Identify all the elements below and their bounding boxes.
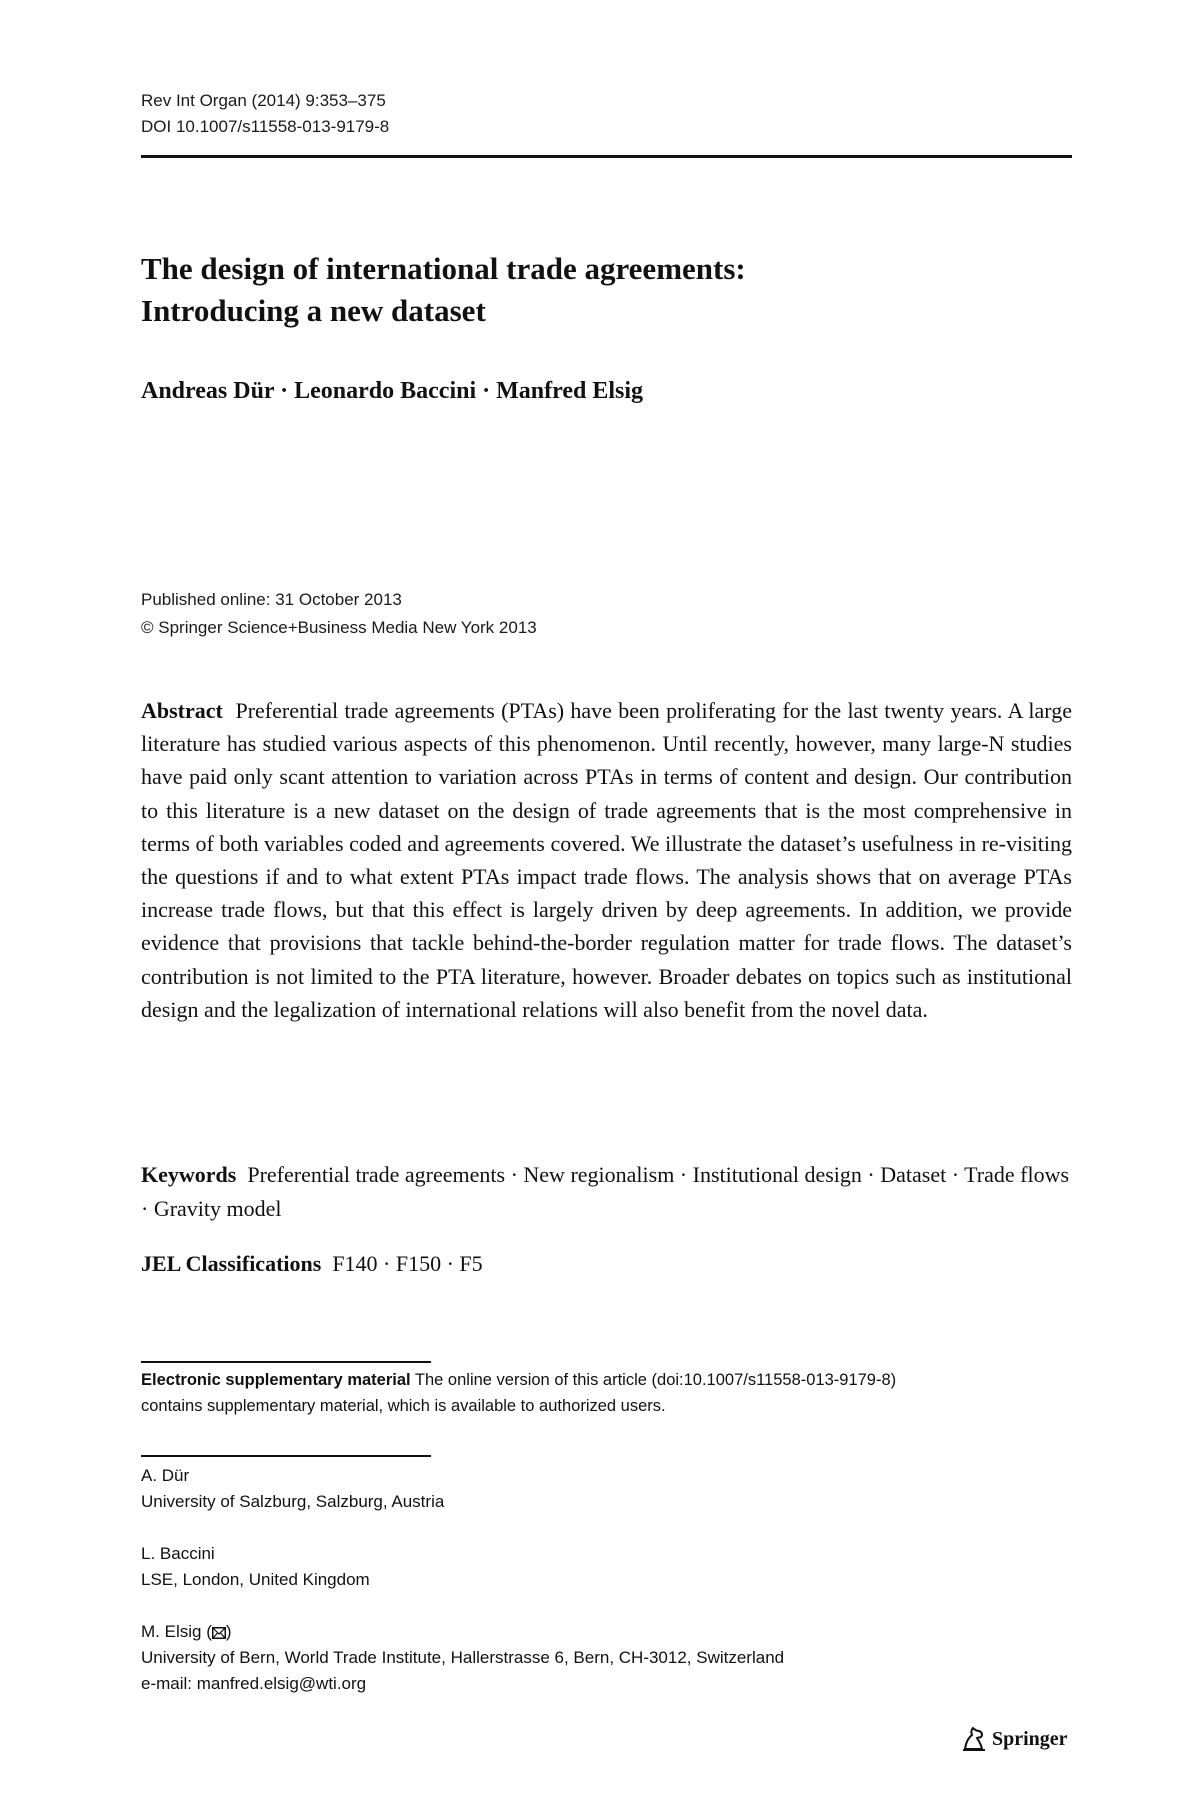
jel-text: F140 · F150 · F5 <box>332 1251 483 1276</box>
abstract-text: Preferential trade agreements (PTAs) have been proliferating for the last twenty years. A large literature has studied various aspects of this phenomenon. Until recently, however, many large-N studies have paid only scant attention to variation across PTAs in terms of content and design. Our contribution to this literature is a new dataset on the design of trade agreements that is the most comprehensive in terms of both variables coded and agreements covered. We illustrate the dataset’s usefulness in re-visiting the questions if and to what extent PTAs impact trade flows. The analysis shows that on average PTAs increase trade flows, but that this effect is largely driven by deep agreements. In addition, we provide evidence that provisions that tackle behind-the-border regulation matter for trade flows. The dataset’s contribution is not limited to the PTA literature, however. Broader debates on topics such as institutional design and the legalization of international relations will also benefit from the novel data. <box>141 698 1072 1022</box>
affiliation-baccini <box>141 1541 370 1593</box>
abstract-label: Abstract <box>141 698 223 723</box>
journal-citation: Rev Int Organ (2014) 9:353–375 <box>141 91 386 110</box>
horse-icon <box>960 1725 988 1753</box>
affiliation-institution: University of Salzburg, Salzburg, Austria <box>141 1492 445 1511</box>
keywords-label: Keywords <box>141 1162 237 1187</box>
footnote-label: Electronic supplementary material <box>141 1371 411 1389</box>
corresponding-email[interactable]: e-mail: manfred.elsig@wti.org <box>141 1674 367 1693</box>
journal-header <box>141 88 389 140</box>
affiliation-dur <box>141 1463 444 1515</box>
affiliation-elsig <box>141 1619 784 1697</box>
article-title <box>141 248 1061 332</box>
header-rule <box>141 155 1072 158</box>
keywords-text: Preferential trade agreements · New regionalism · Institutional design · Dataset · Trade flows · Gravity model <box>141 1162 1070 1221</box>
jel-classifications <box>141 1247 1072 1281</box>
affiliation-name: M. Elsig <box>141 1622 202 1641</box>
author-list: Andreas Dür · Leonardo Baccini · Manfred Elsig <box>141 378 644 404</box>
title-line-1: The design of international trade agreements: <box>141 251 746 286</box>
published-date: Published online: 31 October 2013 <box>141 590 402 609</box>
springer-logo <box>960 1725 1068 1753</box>
affiliation-institution: LSE, London, United Kingdom <box>141 1570 370 1589</box>
publication-info <box>141 586 537 642</box>
copyright-notice: © Springer Science+Business Media New York 2013 <box>141 618 537 637</box>
footnote-rule <box>141 1361 431 1363</box>
affiliation-name: A. Dür <box>141 1466 190 1485</box>
abstract <box>141 694 1072 1026</box>
envelope-icon: ( ) <box>206 1622 232 1641</box>
supplementary-footnote <box>141 1368 941 1419</box>
affiliation-rule <box>141 1455 431 1457</box>
affiliation-name: L. Baccini <box>141 1544 215 1563</box>
jel-label: JEL Classifications <box>141 1251 322 1276</box>
publisher-name: Springer <box>992 1727 1068 1750</box>
keywords <box>141 1158 1072 1226</box>
affiliation-name-row <box>141 1619 784 1645</box>
journal-doi: DOI 10.1007/s11558-013-9179-8 <box>141 117 390 136</box>
footnote-text: The online version of this article (doi:10.1007/s11558-013-9179-8) contains supplementary material, which is available to authorized users. <box>141 1371 897 1415</box>
affiliation-institution: University of Bern, World Trade Institute, Hallerstrasse 6, Bern, CH-3012, Switzerland <box>141 1648 785 1667</box>
title-line-2: Introducing a new dataset <box>141 293 486 328</box>
